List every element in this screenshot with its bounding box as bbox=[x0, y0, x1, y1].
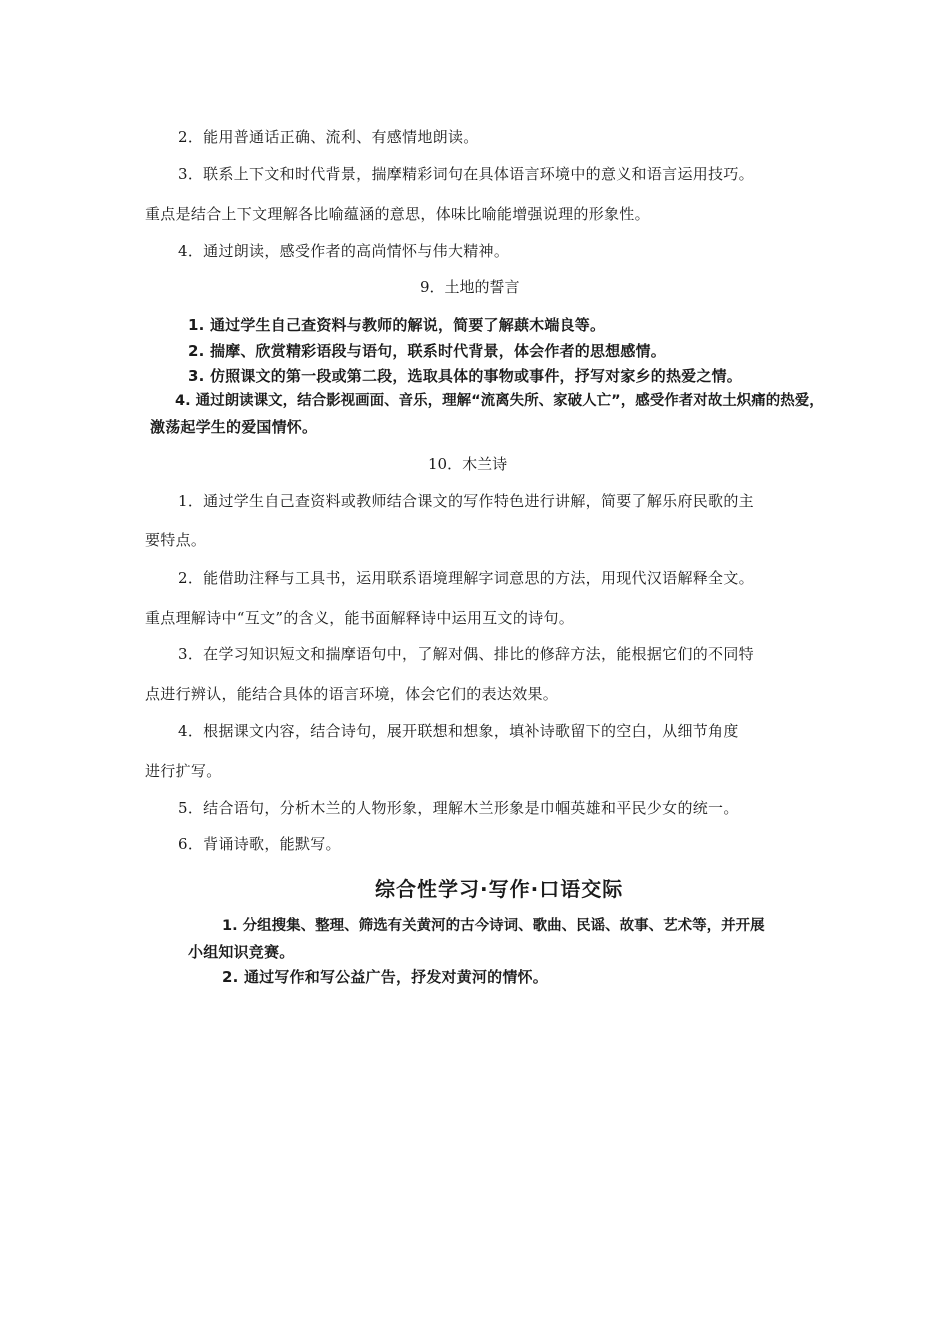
objective-9-2: 2. 揣摩、欣赏精彩语段与语句，联系时代背景，体会作者的思想感情。 bbox=[188, 342, 666, 360]
objective-10-1-line1: 1．通过学生自己查资料或教师结合课文的写作特色进行讲解，简要了解乐府民歌的主 bbox=[178, 492, 754, 510]
objective-8-3-line2: 重点是结合上下文理解各比喻蕴涵的意思，体味比喻能增强说理的形象性。 bbox=[145, 205, 650, 223]
objective-10-3-line2: 点进行辨认，能结合具体的语言环境，体会它们的表达效果。 bbox=[145, 685, 559, 703]
objective-10-5: 5．结合语句，分析木兰的人物形象，理解木兰形象是巾帼英雄和平民少女的统一。 bbox=[178, 799, 739, 817]
section-comprehensive-title: 综合性学习·写作·口语交际 bbox=[375, 877, 624, 901]
objective-9-3: 3. 仿照课文的第一段或第二段，选取具体的事物或事件，抒写对家乡的热爱之情。 bbox=[188, 367, 742, 385]
objective-8-4: 4．通过朗读，感受作者的高尚情怀与伟大精神。 bbox=[178, 242, 510, 260]
objective-comp-2: 2. 通过写作和写公益广告，抒发对黄河的情怀。 bbox=[222, 968, 548, 986]
objective-10-4-line1: 4．根据课文内容，结合诗句，展开联想和想象，填补诗歌留下的空白，从细节角度 bbox=[178, 722, 739, 740]
objective-10-4-line2: 进行扩写。 bbox=[145, 762, 222, 780]
objective-comp-1-line1: 1. 分组搜集、整理、筛选有关黄河的古今诗词、歌曲、民谣、故事、艺术等，并开展 bbox=[222, 918, 765, 934]
objective-9-1: 1. 通过学生自己查资料与教师的解说，简要了解蕻木端良等。 bbox=[188, 316, 606, 334]
objective-10-2-line1: 2．能借助注释与工具书，运用联系语境理解字词意思的方法，用现代汉语解释全文。 bbox=[178, 569, 754, 587]
objective-10-3-line1: 3．在学习知识短文和揣摩语句中，了解对偶、排比的修辞方法，能根据它们的不同特 bbox=[178, 645, 754, 663]
section-10-title: 10．木兰诗 bbox=[428, 455, 508, 473]
section-9-title: 9．土地的誓言 bbox=[420, 278, 520, 296]
objective-9-4-line1: 4. 通过朗读课文，结合影视画面、音乐，理解“流离失所、家破人亡”，感受作者对故土炽痛的热爱， bbox=[175, 393, 824, 409]
objective-10-6: 6．背诵诗歌，能默写。 bbox=[178, 835, 341, 853]
objective-comp-1-line2: 小组知识竞赛。 bbox=[188, 943, 295, 961]
objective-9-4-line2: 激荡起学生的爱国情怀。 bbox=[150, 418, 318, 436]
objective-10-1-line2: 要特点。 bbox=[145, 531, 207, 549]
objective-10-2-line2: 重点理解诗中“互文”的含义，能书面解释诗中运用互文的诗句。 bbox=[145, 609, 575, 627]
objective-8-3-line1: 3．联系上下文和时代背景，揣摩精彩词句在具体语言环境中的意义和语言运用技巧。 bbox=[178, 165, 754, 183]
objective-8-2: 2．能用普通话正确、流利、有感情地朗读。 bbox=[178, 128, 479, 146]
